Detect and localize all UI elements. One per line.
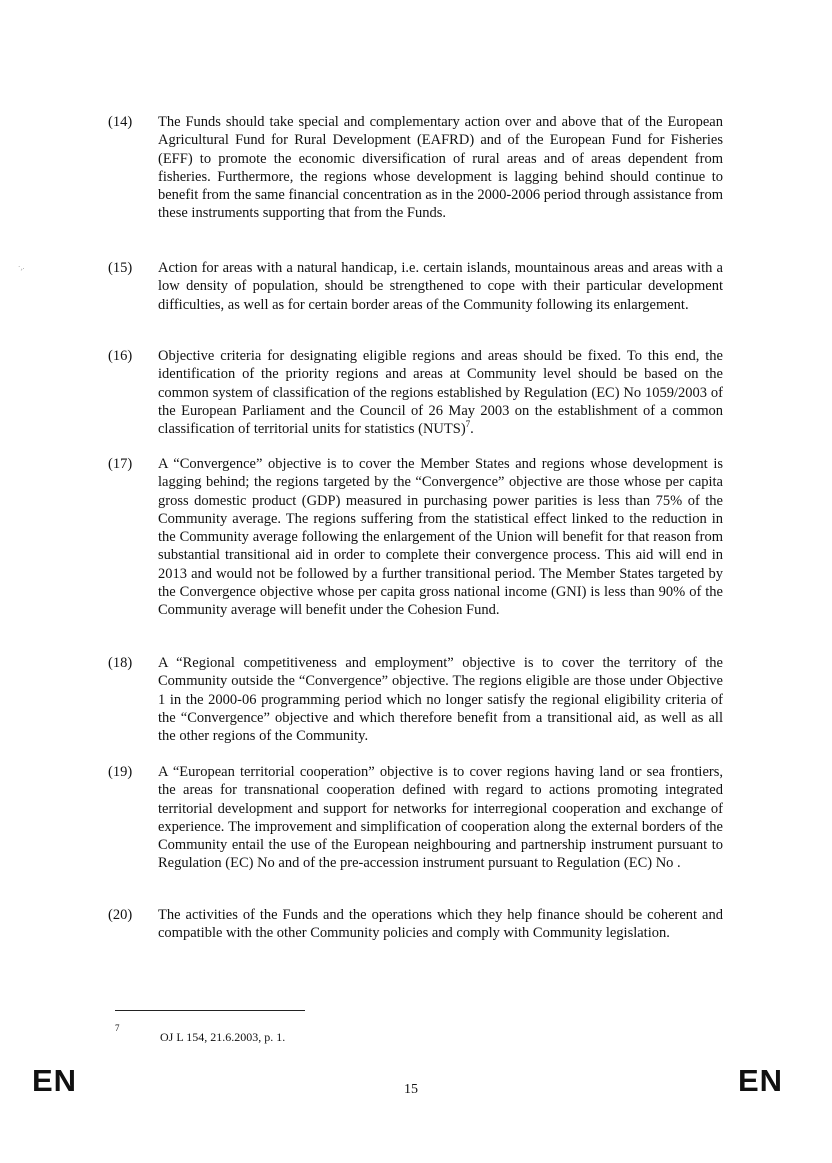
paragraph-text: The Funds should take special and complementary action over and above that of the European Agricultural Fund for Rural Development (EAFRD) and of the European Fund for Fisheries (EFF) to promote the economic diversification of rural areas and of areas dependent from fisheries. Furthermore, the regions whose development is lagging behind should continue to benefit from the same financial concentration as in the 2000-2006 period through assistance from these instruments supporting that from the Funds. [158, 114, 723, 222]
footnote-separator [115, 1010, 305, 1011]
paragraph-tail: . [470, 421, 474, 438]
footnote-reference: 7 [465, 419, 471, 430]
scan-mark: ·¸. [18, 263, 25, 271]
paragraph-number: (14) [108, 114, 133, 130]
language-label-left: EN [32, 1063, 78, 1098]
paragraph-number: (18) [108, 655, 133, 671]
paragraph-number: (17) [108, 456, 133, 472]
paragraph-number: (15) [108, 260, 133, 276]
paragraph-number: (20) [108, 907, 133, 923]
paragraph-number: (19) [108, 764, 133, 780]
footnote-mark: 7 [115, 1023, 120, 1033]
language-label-right: EN [738, 1063, 784, 1098]
paragraph-text: A “Regional competitiveness and employment” objective is to cover the territory of the Community outside the “Convergence” objective. The regions eligible are those under Objective 1 in the 2000-06 programming period which no longer satisfy the regional eligibility criteria of the “Convergence” objective and which therefore benefit from a transitional aid, as well as all the other regions of the Community. [158, 655, 723, 745]
paragraph-number: (16) [108, 348, 133, 364]
paragraph-text: The activities of the Funds and the operations which they help finance should be coherent and compatible with the other Community policies and comply with Community legislation. [158, 907, 723, 942]
paragraph-text [158, 347, 723, 438]
paragraph-text: Action for areas with a natural handicap, i.e. certain islands, mountainous areas and areas with a low density of population, should be strengthened to cope with their particular development difficulties, as well as for certain border areas of the Community following its enlargement. [158, 260, 723, 313]
paragraph-text: A “European territorial cooperation” objective is to cover regions having land or sea frontiers, the areas for transnational cooperation defined with regard to actions promoting integrated territorial development and support for networks for interregional cooperation and exchange of experience. The improvement and simplification of cooperation along the external borders of the Community entail the use of the European neighbouring and partnership instrument pursuant to Regulation (EC) No and of the pre-accession instrument pursuant to Regulation (EC) No . [158, 764, 723, 872]
paragraph-text: A “Convergence” objective is to cover the Member States and regions whose development is lagging behind; the regions targeted by the “Convergence” objective are those whose per capita gross domestic product (GDP) measured in purchasing power parities is less than 75% of the Community average. The regions suffering from the statistical effect linked to the reduction in the Community average following the enlargement of the Union will benefit for that reason from substantial transitional aid in order to complete their convergence process. This aid will end in 2013 and would not be followed by a further transitional period. The Member States targeted by the Convergence objective whose per capita gross national income (GNI) is less than 90% of the Community average will benefit under the Cohesion Fund. [158, 456, 723, 619]
page-number: 15 [404, 1082, 418, 1097]
footnote-text: OJ L 154, 21.6.2003, p. 1. [160, 1030, 286, 1044]
paragraph-body: Objective criteria for designating eligible regions and areas should be fixed. To this end, the identification of the priority regions and areas at Community level should be based on the common system of classification of the regions established by Regulation (EC) No 1059/2003 of the European Parliament and the Council of 26 May 2003 on the establishment of a common classification of territorial units for statistics (NUTS) [158, 348, 723, 438]
